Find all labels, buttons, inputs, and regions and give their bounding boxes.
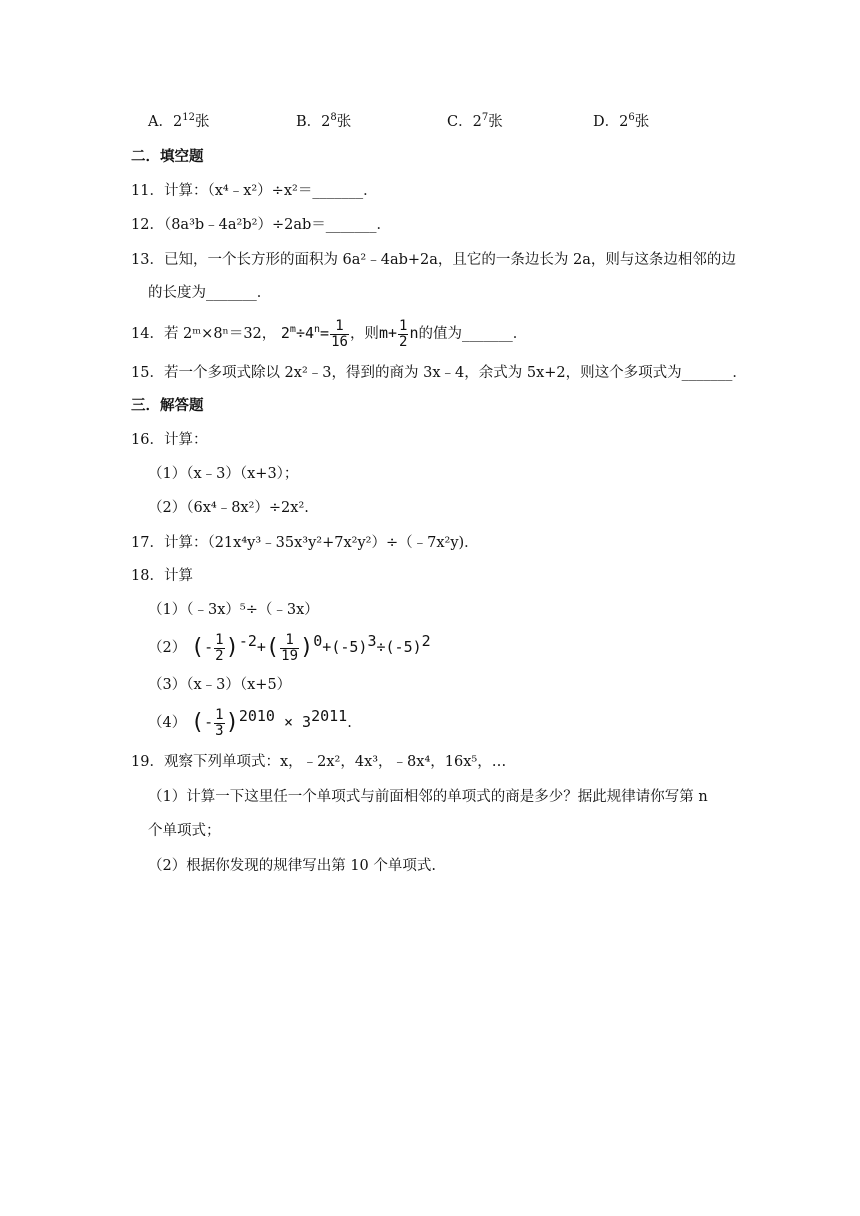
question-17: 17．计算：（21x⁴y³﹣35x³y²+7x²y²）÷（﹣7x²y)． xyxy=(131,535,479,551)
question-16: 16．计算： xyxy=(131,432,208,448)
question-16-part2: （2）（6x⁴﹣8x²）÷2x². xyxy=(148,500,309,516)
question-12: 12．（8a³b﹣4a²b²）÷2ab＝_______． xyxy=(131,217,391,233)
q14-expression: $2^m\div 4^n=$ xyxy=(280,324,330,342)
question-19: 19．观察下列单项式：x，﹣2x²，4x³，﹣8x⁴，16x⁵，… xyxy=(131,754,507,770)
question-19-part1: （1）计算一下这里任一个单项式与前面相邻的单项式的商是多少？据此规律请你写第 n xyxy=(148,789,708,805)
question-11: 11．计算：（x⁴﹣x²）÷x²＝_______． xyxy=(131,183,378,199)
choice-b: B．$2^8$张 xyxy=(296,112,352,130)
q14-fraction: $\frac{1}{16}$ xyxy=(331,317,348,350)
question-18-part4: （4） (- $\frac{1}{3}$ )$^{2010} \times 3^{2011}$. xyxy=(148,706,352,739)
question-19-part2: （2）根据你发现的规律写出第 10 个单项式. xyxy=(148,858,437,874)
question-18-part1: （1）（﹣3x）⁵÷（﹣3x） xyxy=(148,602,319,618)
choice-d: D．$2^6$张 xyxy=(593,112,650,130)
question-16-part1: （1）（x﹣3）（x+3）； xyxy=(148,466,299,482)
question-18: 18．计算 xyxy=(131,568,193,584)
choice-a: A．$2^{12}$张 xyxy=(148,112,210,130)
question-13-cont: 的长度为_______． xyxy=(148,285,272,301)
section-heading-fill: 二．填空题 xyxy=(131,148,204,165)
section-heading-solve: 三．解答题 xyxy=(131,397,204,414)
question-13: 13．已知，一个长方形的面积为 6a²﹣4ab+2a，且它的一条边长为 2a，则与这条边相邻的边 xyxy=(131,252,736,268)
question-19-part1-cont: 个单项式； xyxy=(148,823,221,839)
question-15: 15．若一个多项式除以 2x²﹣3，得到的商为 3x﹣4，余式为 5x+2，则这个多项式为_______． xyxy=(131,365,747,381)
question-14: 14．若 2ᵐ×8ⁿ＝32， $2^m\div 4^n=$ $\frac{1}{16}$ ，则m+ $\frac{1}{2}$ n的值为_______． xyxy=(131,317,528,350)
choice-c: C．$2^7$张 xyxy=(447,112,503,130)
question-18-part2: （2） (- $\frac{1}{2}$ )$^{-2}$+( $\frac{1}{19}$ )$^0+(-5)^3\div(-5)^2$ xyxy=(148,631,431,664)
question-18-part3: （3）（x﹣3）（x+5） xyxy=(148,677,292,693)
